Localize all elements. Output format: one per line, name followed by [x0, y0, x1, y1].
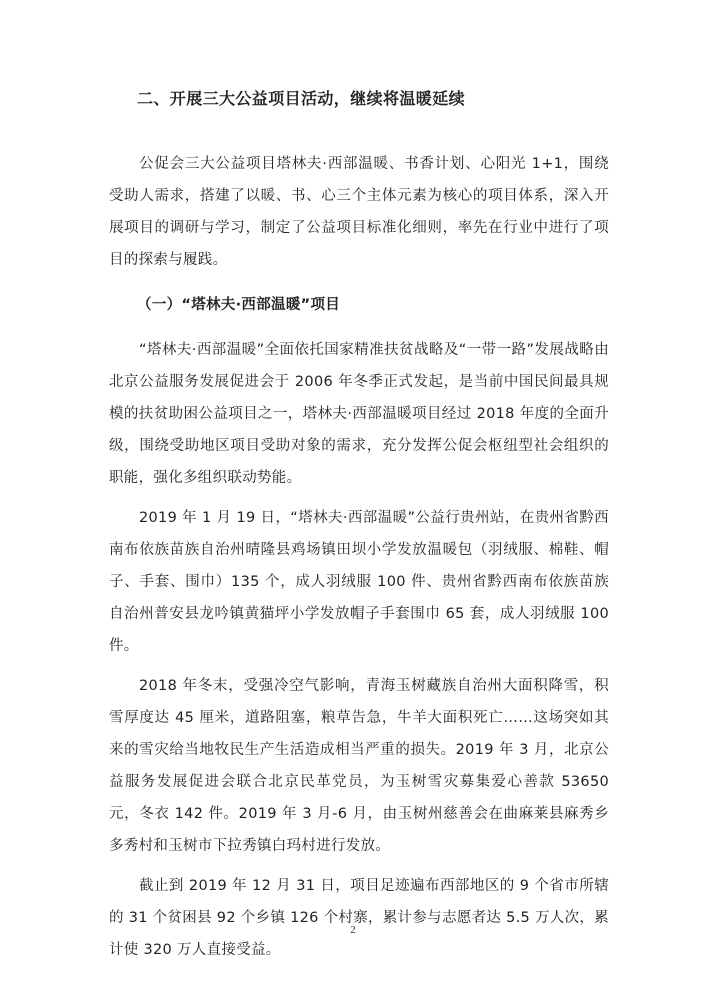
subsection-heading: （一）“塔林夫·西部温暖”项目 [137, 297, 341, 313]
section-heading: 二、开展三大公益项目活动，继续将温暖延续 [137, 89, 466, 108]
page-content [109, 88, 609, 966]
intro-paragraph: 公促会三大公益项目塔林夫·西部温暖、书香计划、心阳光 1+1，围绕受助人需求，搭建了以暖、书、心三个主体元素为核心的项目体系，深入开展项目的调研与学习，制定了公益项目标准化细则，率先在行业中进行了项目的探索与履践。 [109, 156, 609, 268]
body-paragraph-yushu-snow-disaster: 2018 年冬末，受强冷空气影响，青海玉树藏族自治州大面积降雪，积雪厚度达 45 厘米，道路阻塞，粮草告急，牛羊大面积死亡……这场突如其来的雪灾给当地牧民生产生活造成相当严重的损失。2019 年 3 月，北京公益服务发展促进会联合北京民革党员，为玉树雪灾募集爱心善款 53650 元，冬衣 142 件。2019 年 3 月-6 月，由玉树州慈善会在曲麻莱县麻秀乡多秀村和玉树市下拉秀镇白玛村进行发放。 [109, 678, 609, 854]
body-paragraph-project-overview: “塔林夫·西部温暖”全面依托国家精准扶贫战略及“一带一路”发展战略由北京公益服务发展促进会于 2006 年冬季正式发起，是当前中国民间最具规模的扶贫助困公益项目之一，塔林夫·西部温暖项目经过 2018 年度的全面升级，围绕受助地区项目受助对象的需求，充分发挥公促会枢纽型社会组织的职能，强化多组织联动势能。 [109, 342, 609, 486]
body-paragraph-guizhou-event: 2019 年 1 月 19 日，“塔林夫·西部温暖”公益行贵州站，在贵州省黔西南布依族苗族自治州晴隆县鸡场镇田坝小学发放温暖包（羽绒服、棉鞋、帽子、手套、围巾）135 个，成人羽绒服 100 件、贵州省黔西南布依族苗族自治州普安县龙吟镇黄猫坪小学发放帽子手套围巾 65 套，成人羽绒服 100 件。 [109, 510, 609, 654]
body-paragraph-summary: 截止到 2019 年 12 月 31 日，项目足迹遍布西部地区的 9 个省市所辖的 31 个贫困县 92 个乡镇 126 个村寨，累计参与志愿者达 5.5 万人次，累计使 320 万人直接受益。 [109, 878, 609, 958]
page-number: 2 [350, 924, 356, 936]
